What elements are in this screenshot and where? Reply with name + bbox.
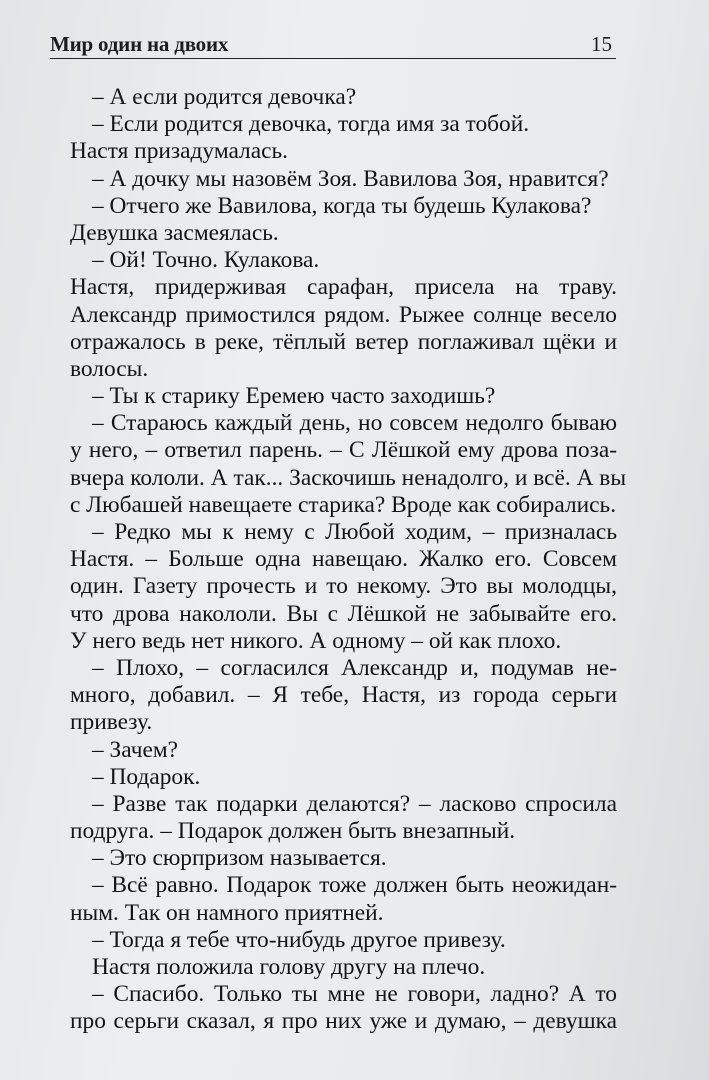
text-line: – Плохо, – согласился Александр и, подумав не- (92, 654, 617, 681)
text-line: – Тогда я тебе что-нибудь другое привезу. (92, 926, 506, 953)
text-line: Девушка засмеялась. (70, 219, 279, 246)
text-line: вчера кололи. А так... Заскочишь ненадолго, и всё. А вы (70, 464, 627, 491)
text-line: – Спасибо. Только ты мне не говори, ладно? А то (92, 981, 617, 1008)
text-line: подруга. – Подарок должен быть внезапный. (70, 818, 516, 845)
text-line: – Это сюрпризом называется. (92, 845, 387, 872)
text-line: с Любашей навещаете старика? Вроде как собирались. (70, 491, 617, 518)
text-line: Настя призадумалась. (70, 138, 288, 165)
text-line: – Подарок. (92, 763, 201, 790)
text-line: – Всё равно. Подарок тоже должен быть неожидан- (92, 872, 617, 899)
text-line: отражалось в реке, тёплый ветер поглаживал щёки и (70, 328, 617, 355)
text-line: У него ведь нет никого. А одному – ой как плохо. (70, 627, 562, 654)
text-line: Александр примостился рядом. Рыжее солнце весело (70, 301, 617, 328)
page-number: 15 (591, 32, 612, 56)
text-line: Настя. – Больше одна навещаю. Жалко его. Совсем (70, 546, 617, 573)
text-line: что дрова накололи. Вы с Лёшкой не забывайте его. (70, 600, 617, 627)
text-line: – А если родится девочка? (92, 84, 357, 110)
text-line: – Стараюсь каждый день, но совсем недолго бываю (92, 410, 617, 437)
text-line: Настя, придерживая сарафан, присела на траву. (70, 274, 617, 301)
running-title: Мир один на двоих (50, 32, 229, 56)
text-line: – А дочку мы назовём Зоя. Вавилова Зоя, нравится? (92, 165, 609, 192)
text-line: привезу. (70, 709, 153, 736)
text-line: – Редко мы к нему с Любой ходим, – призналась (92, 519, 617, 545)
text-line: про серьги сказал, я про них уже и думаю, – девушка (70, 1008, 617, 1035)
page-header (50, 28, 616, 59)
text-line: – Разве так подарки делаются? – ласково спросила (92, 790, 617, 817)
text-line: один. Газету прочесть и то некому. Это вы молодцы, (70, 573, 617, 600)
text-line: – Зачем? (92, 736, 179, 763)
text-line: ным. Так он намного приятней. (70, 899, 384, 926)
text-line: – Если родится девочка, тогда имя за тобой. (92, 111, 530, 138)
text-line: – Ой! Точно. Кулакова. (92, 247, 320, 274)
text-line: много, добавил. – Я тебе, Настя, из города серьги (70, 682, 617, 709)
text-line: – Отчего же Вавилова, когда ты будешь Кулакова? (92, 192, 592, 219)
text-line: у него, – ответил парень. – С Лёшкой ему дрова поза- (70, 437, 617, 464)
body-text (70, 84, 627, 1036)
text-line: – Ты к старику Еремею часто заходишь? (92, 383, 496, 410)
text-line: волосы. (70, 355, 149, 382)
text-line: Настя положила голову другу на плечо. (92, 954, 486, 980)
